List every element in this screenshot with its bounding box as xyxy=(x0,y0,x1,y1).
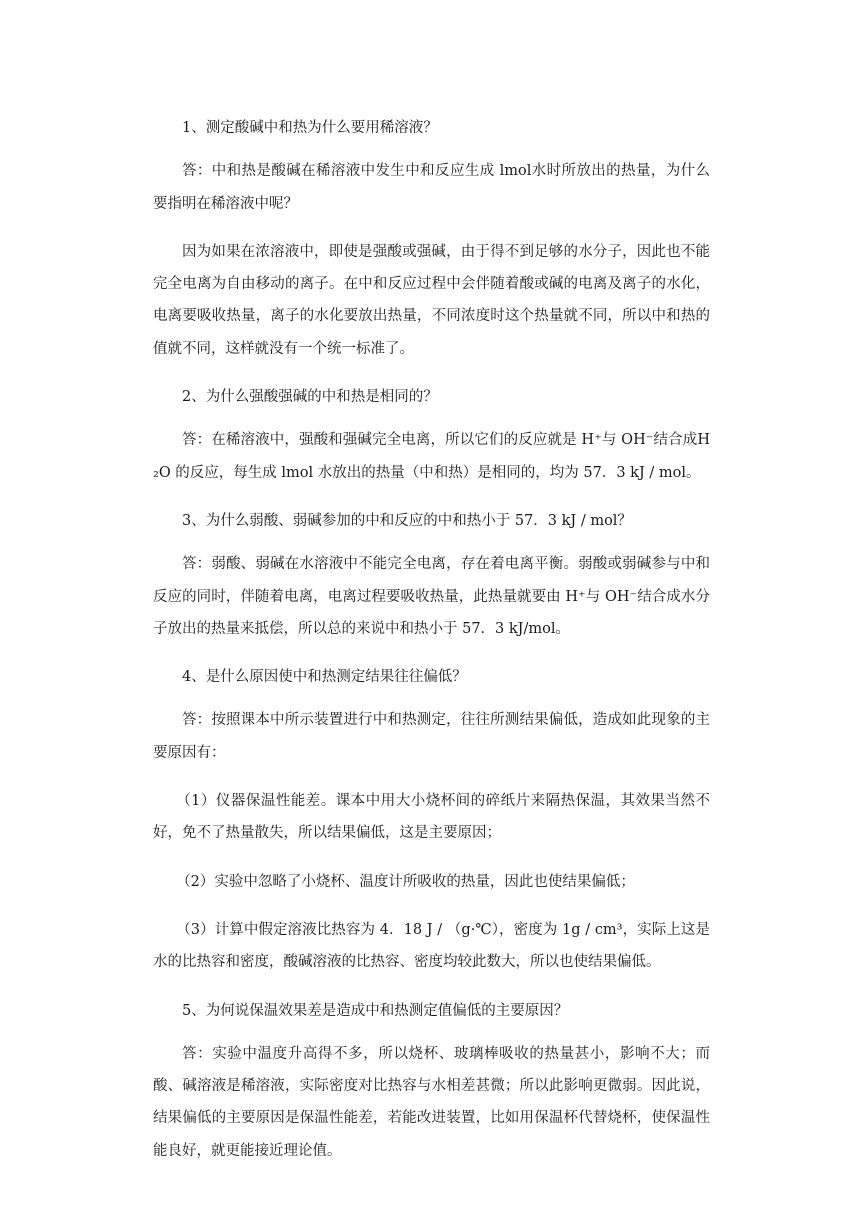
answer-4: 答：按照课本中所示装置进行中和热测定，往往所测结果偏低，造成如此现象的主要原因有： xyxy=(153,712,710,761)
document-body xyxy=(153,112,710,1183)
answer-5: 答：实验中温度升高得不多，所以烧杯、玻璃棒吸收的热量甚小，影响不大；而酸、碱溶液是稀溶液，实际密度对比热容与水相差甚微；所以此影响更微弱。因此说，结果偏低的主要原因是保温性能差，若能改进装置，比如用保温杯代替烧杯，使保温性能良好，就更能接近理论值。 xyxy=(153,1045,710,1159)
question-1: 1、测定酸碱中和热为什么要用稀溶液？ xyxy=(182,120,438,136)
question-3: 3、为什么弱酸、弱碱参加的中和反应的中和热小于 57．3 kJ / mol？ xyxy=(182,512,632,529)
answer-1-explanation: 因为如果在浓溶液中，即使是强酸或强碱，由于得不到足够的水分子，因此也不能完全电离为自由移动的离子。在中和反应过程中会伴随着酸或碱的电离及离子的水化，电离要吸收热量，离子的水化要放出热量，不同浓度时这个热量就不同，所以中和热的值就不同，这样就没有一个统一标准了。 xyxy=(153,243,710,357)
question-4: 4、是什么原因使中和热测定结果往往偏低？ xyxy=(182,669,467,686)
answer-2: 答：在稀溶液中，强酸和强碱完全电离，所以它们的反应就是 H⁺与 OH⁻结合成H₂O 的反应，每生成 lmol 水放出的热量（中和热）是相同的，均为 57．3 kJ / mol。 xyxy=(153,432,710,481)
answer-4-reason-3: （3）计算中假定溶液比热容为 4．18 J / （g·℃），密度为 1g / cm³，实际上这是水的比热容和密度，酸碱溶液的比热容、密度均较此数大，所以也使结果偏低。 xyxy=(153,921,710,971)
question-5: 5、为何说保温效果差是造成中和热测定值偏低的主要原因？ xyxy=(182,1002,569,1019)
answer-4-reason-1: （1）仪器保温性能差。课本中用大小烧杯间的碎纸片来隔热保温，其效果当然不好，免不了热量散失，所以结果偏低，这是主要原因； xyxy=(153,793,710,842)
answer-4-reason-2: （2）实验中忽略了小烧杯、温度计所吸收的热量，因此也使结果偏低； xyxy=(176,873,635,890)
answer-1: 答：中和热是酸碱在稀溶液中发生中和反应生成 lmol水时所放出的热量，为什么要指明在稀溶液中呢？ xyxy=(153,163,710,212)
answer-3: 答：弱酸、弱碱在水溶液中不能完全电离，存在着电离平衡。弱酸或弱碱参与中和反应的同时，伴随着电离，电离过程要吸收热量，此热量就要由 H⁺与 OH⁻结合成水分子放出的热量来抵偿，所以总的来说中和热小于 57．3 kJ/mol。 xyxy=(153,556,710,637)
question-2: 2、为什么强酸强碱的中和热是相同的？ xyxy=(182,389,438,406)
